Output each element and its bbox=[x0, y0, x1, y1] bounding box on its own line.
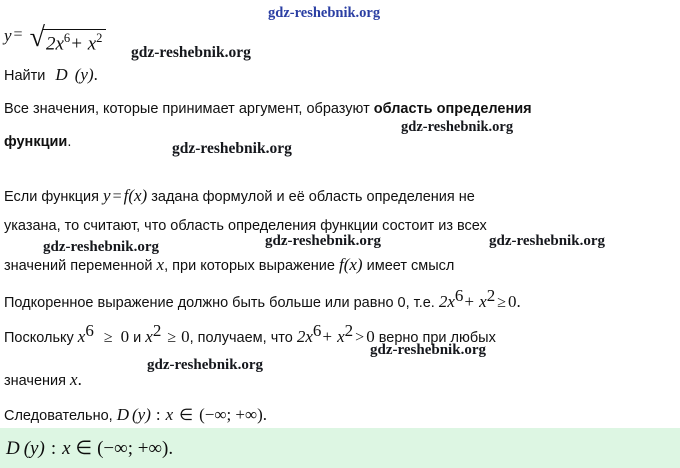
line-definition-2 bbox=[4, 134, 71, 150]
square-root-expression bbox=[29, 22, 107, 55]
therefore-text: Следовательно, bbox=[4, 408, 117, 424]
since-exp1: 6 bbox=[85, 321, 94, 340]
since-term-a: 2x bbox=[296, 326, 313, 346]
rule-text-6: имеет смысл bbox=[362, 258, 455, 274]
radicand-term1: 2x bbox=[45, 33, 64, 55]
rule-text-4: значений переменной bbox=[4, 258, 157, 274]
since-ge-1: ≥ bbox=[103, 328, 113, 346]
therefore-colon: : bbox=[155, 405, 161, 424]
radicand-term-a: 2x bbox=[438, 291, 455, 311]
answer-interval: (−∞; +∞) bbox=[97, 438, 169, 459]
therefore-interval: (−∞; +∞) bbox=[199, 405, 263, 424]
answer-in-sign: ∈ bbox=[75, 438, 93, 459]
answer-D: D bbox=[6, 438, 20, 459]
find-argument: (y) bbox=[74, 65, 94, 84]
formula-equals: = bbox=[13, 26, 23, 43]
rule-y: y bbox=[103, 186, 111, 205]
since-term-b: + x bbox=[321, 326, 345, 346]
values-dot: . bbox=[77, 370, 82, 389]
main-formula bbox=[4, 22, 106, 55]
line-rule-3 bbox=[4, 255, 454, 275]
line-find bbox=[4, 65, 98, 85]
answer-arg: (y) bbox=[23, 438, 45, 459]
radicand-dot: . bbox=[516, 291, 521, 311]
since-zero-2: 0 bbox=[181, 326, 190, 346]
since-text-3: , получаем, что bbox=[189, 329, 297, 346]
rule-x: x bbox=[156, 255, 165, 274]
rule-equals: = bbox=[112, 188, 122, 205]
since-x1: x bbox=[77, 326, 86, 346]
therefore-arg: (y) bbox=[131, 405, 151, 424]
line-therefore bbox=[4, 405, 267, 425]
formula-lhs: y bbox=[4, 26, 12, 45]
since-x2: x bbox=[145, 326, 153, 346]
radicand-term-b: + x bbox=[463, 291, 487, 311]
watermark-2: gdz-reshebnik.org bbox=[401, 119, 514, 135]
since-ge-2: ≥ bbox=[167, 328, 177, 346]
radicand-exp1: 6 bbox=[63, 31, 71, 45]
since-gt-sign: > bbox=[355, 328, 365, 346]
since-zero-1: 0 bbox=[120, 326, 130, 346]
watermark-8: gdz-reshebnik.org bbox=[147, 357, 263, 373]
since-text-4: верно при любых bbox=[374, 329, 496, 346]
watermark-7: gdz-reshebnik.org bbox=[370, 342, 486, 358]
watermark-5: gdz-reshebnik.org bbox=[265, 233, 381, 249]
radicand-ge-sign: ≥ bbox=[497, 293, 506, 311]
therefore-dot: . bbox=[262, 405, 268, 424]
answer-var: x bbox=[62, 438, 71, 459]
radicand-zero: 0 bbox=[507, 291, 517, 311]
line-definition-1 bbox=[4, 101, 532, 117]
sqrt-icon: √ bbox=[29, 22, 45, 53]
radicand-exp-a: 6 bbox=[454, 286, 464, 305]
definition-bold-2: функции bbox=[4, 134, 68, 150]
radicand-term2: + x bbox=[70, 33, 97, 55]
radicand-exp2: 2 bbox=[96, 31, 103, 45]
definition-text-1: Все значения, которые принимает аргумент, образуют bbox=[4, 101, 374, 117]
values-x: x bbox=[70, 370, 78, 389]
line-rule-1 bbox=[4, 186, 475, 206]
answer-colon: : bbox=[50, 438, 57, 459]
definition-bold-1: область определения bbox=[373, 101, 532, 117]
values-text: значения bbox=[4, 373, 71, 389]
watermark-6: gdz-reshebnik.org bbox=[489, 233, 605, 249]
rule-text-2: задана формулой и её область определения не bbox=[147, 189, 475, 205]
line-rule-2 bbox=[4, 218, 487, 234]
watermark-3: gdz-reshebnik.org bbox=[172, 140, 292, 157]
since-exp3: 6 bbox=[312, 321, 322, 340]
rule-fx-arg-2: (x) bbox=[343, 255, 363, 274]
final-answer bbox=[6, 437, 173, 460]
line-radicand-condition bbox=[4, 286, 521, 312]
radicand bbox=[43, 29, 106, 55]
watermark-0: gdz-reshebnik.org bbox=[268, 5, 381, 21]
watermark-4: gdz-reshebnik.org bbox=[43, 239, 159, 255]
answer-dot: . bbox=[168, 438, 174, 459]
find-label: Найти bbox=[4, 68, 46, 84]
since-text-2: и bbox=[129, 329, 146, 346]
rule-text-3: указана, то считают, что область определения функции состоит из всех bbox=[4, 218, 487, 234]
rule-f2: f bbox=[338, 255, 344, 274]
rule-text-1: Если функция bbox=[4, 189, 104, 205]
rule-text-5: , при которых выражение bbox=[164, 258, 339, 274]
since-exp2: 2 bbox=[152, 321, 162, 340]
therefore-D: D bbox=[116, 405, 129, 424]
definition-dot: . bbox=[67, 134, 72, 150]
since-zero-3: 0 bbox=[366, 326, 375, 346]
watermark-1: gdz-reshebnik.org bbox=[131, 44, 251, 61]
since-text-1: Поскольку bbox=[4, 329, 78, 346]
rule-f: f bbox=[123, 186, 129, 205]
radicand-exp-b: 2 bbox=[486, 286, 496, 305]
radicand-text: Подкоренное выражение должно быть больше или равно 0, т.е. bbox=[4, 294, 439, 311]
therefore-x: x bbox=[165, 405, 174, 424]
find-function: D bbox=[55, 65, 68, 84]
line-values bbox=[4, 370, 82, 390]
rule-fx-arg: (x) bbox=[128, 186, 148, 205]
since-exp4: 2 bbox=[344, 321, 354, 340]
find-dot: . bbox=[93, 65, 98, 84]
therefore-in-sign: ∈ bbox=[179, 407, 194, 424]
